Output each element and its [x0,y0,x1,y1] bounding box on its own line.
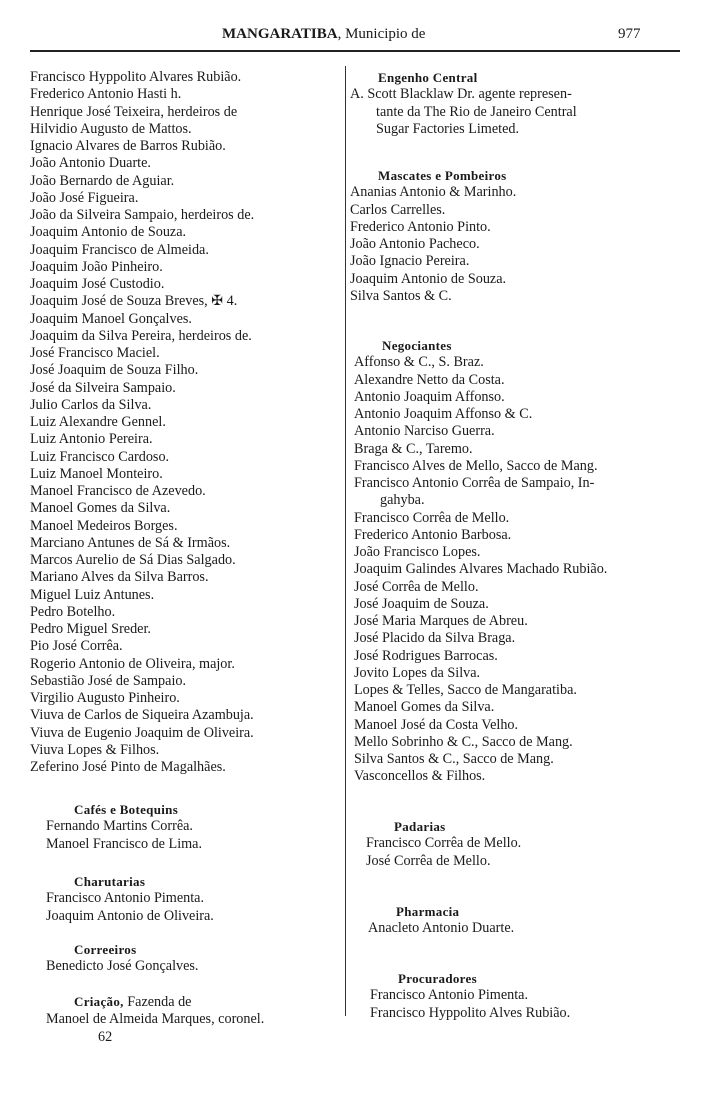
list-item: Francisco Antonio Pimenta. [46,890,205,907]
list-item: José Francisco Maciel. [30,345,160,361]
section-padarias [366,818,521,870]
list-item: João da Silveira Sampaio, herdeiros de. [30,207,255,223]
list-item: Joaquim Francisco de Almeida. [30,241,209,258]
list-item: Joaquim José Custodio. [30,276,165,292]
list-item: Rogerio Antonio de Oliveira, major. [30,655,235,672]
list-item: Ignacio Alvares de Barros Rubião. [30,138,226,154]
list-item: Manoel de Almeida Marques, coronel. [46,1011,265,1028]
page-header [222,26,425,43]
list-item: Francisco Hyppolito Alves Rubião. [370,1004,571,1021]
list-item: Silva Santos & C., Sacco de Mang. [354,751,554,767]
section-charutarias [46,873,214,925]
list-item: Marcos Aurelio de Sá Dias Salgado. [30,552,236,568]
list-item: Frederico Antonio Hasti h. [30,86,182,103]
list-item: Viuva Lopes & Filhos. [30,741,160,758]
section-heading: Padarias [394,819,446,834]
list-item: Francisco Antonio Pimenta. [370,987,529,1004]
section-heading: Charutarias [74,874,146,889]
list-item: José da Silveira Sampaio. [30,379,176,396]
list-item: Joaquim José de Souza Breves, ✠ 4. [30,293,238,310]
list-item: Carlos Carrelles. [350,201,446,218]
list-item: Joaquim João Pinheiro. [30,258,163,275]
list-item: gahyba. [380,492,425,509]
list-item: José Corrêa de Mello. [366,852,491,869]
list-item: Manoel Francisco de Lima. [46,835,203,852]
header-rule [30,50,680,52]
list-item: João Antonio Pacheco. [350,236,480,252]
list-item: Joaquim Galindes Alvares Machado Rubião. [354,561,608,578]
list-item: Ananias Antonio & Marinho. [350,184,517,201]
list-item: Zeferino José Pinto de Magalhães. [30,759,226,775]
list-item: Joaquim Antonio de Oliveira. [46,907,214,924]
list-item: Manoel José da Costa Velho. [354,716,519,733]
footer-number: 62 [98,1028,113,1045]
section-negociantes [354,337,607,786]
list-item: Alexandre Netto da Costa. [354,371,505,388]
list-item: Viuva de Eugenio Joaquim de Oliveira. [30,724,254,741]
section-heading: Mascates e Pombeiros [378,168,507,183]
list-item: Luiz Manoel Monteiro. [30,465,163,482]
section-correeiros [46,941,198,976]
section-procuradores [370,970,570,1022]
list-item: Francisco Hyppolito Alvares Rubião. [30,69,242,85]
header-title: MANGARATIBA [222,26,338,42]
list-item: Sugar Factories Limeted. [376,120,520,137]
list-item: Joaquim Antonio de Souza. [30,224,187,241]
list-item: Francisco Alves de Mello, Sacco de Mang. [354,457,598,474]
list-item: Hilvidio Augusto de Mattos. [30,120,192,137]
list-item: João Antonio Duarte. [30,155,151,172]
list-item: Luiz Alexandre Gennel. [30,414,166,430]
list-item: Mariano Alves da Silva Barros. [30,569,209,586]
section-heading: Correeiros [74,942,137,957]
list-item: Affonso & C., S. Braz. [354,354,484,371]
list-item: Francisco Corrêa de Mello. [366,835,522,852]
list-item: Mello Sobrinho & C., Sacco de Mang. [354,733,573,750]
list-item: José Joaquim de Souza Filho. [30,362,199,379]
list-item: Francisco Antonio Corrêa de Sampaio, In- [354,475,595,491]
list-item: Jovito Lopes da Silva. [354,664,481,681]
list-item: Braga & C., Taremo. [354,440,473,457]
header-subtitle: , Municipio de [337,26,426,42]
list-item: Pio José Corrêa. [30,638,123,655]
list-item: João José Figueira. [30,189,139,206]
list-item: José Joaquim de Souza. [354,595,489,612]
list-item: Frederico Antonio Pinto. [350,218,491,235]
list-item: Manoel Gomes da Silva. [354,699,495,716]
list-item: Silva Santos & C. [350,287,452,304]
section-heading: Criação, Fazenda de [74,994,192,1010]
list-item: Henrique José Teixeira, herdeiros de [30,103,238,120]
section-criacao [46,993,264,1046]
list-item: A. Scott Blacklaw Dr. agente represen- [350,86,572,103]
section-heading: Negociantes [382,338,452,353]
list-item: José Corrêa de Mello. [354,578,479,595]
list-item: Antonio Narciso Guerra. [354,423,495,440]
section-cafes [46,801,202,853]
list-item: Luiz Antonio Pereira. [30,431,153,448]
list-item: Manoel Francisco de Azevedo. [30,483,206,499]
list-item: Benedicto José Gonçalves. [46,958,199,975]
list-item: Viuva de Carlos de Siqueira Azambuja. [30,707,254,724]
list-item: Anacleto Antonio Duarte. [368,920,515,937]
section-heading: Cafés e Botequins [74,802,179,817]
list-item: Francisco Corrêa de Mello. [354,509,510,526]
list-item: José Rodrigues Barrocas. [354,647,498,664]
section-pharmacia [368,903,514,938]
list-item: Pedro Botelho. [30,603,116,620]
list-item: tante da The Rio de Janeiro Central [376,103,577,120]
column-divider [345,66,346,1016]
list-item: Joaquim da Silva Pereira, herdeiros de. [30,327,252,344]
section-heading: Procuradores [398,971,477,986]
list-item: Fernando Martins Corrêa. [46,818,193,835]
list-item: Joaquim Manoel Gonçalves. [30,310,192,327]
list-item: Manoel Gomes da Silva. [30,500,171,517]
list-item: Luiz Francisco Cardoso. [30,448,170,465]
list-item: Marciano Antunes de Sá & Irmãos. [30,534,231,551]
section-heading: Pharmacia [396,904,460,919]
list-item: Julio Carlos da Silva. [30,396,152,413]
list-item: Pedro Miguel Sreder. [30,621,151,637]
list-item: Antonio Joaquim Affonso. [354,388,505,405]
list-item: João Ignacio Pereira. [350,253,470,270]
list-item: Antonio Joaquim Affonso & C. [354,406,533,422]
list-item: Joaquim Antonio de Souza. [350,270,507,287]
list-item: João Bernardo de Aguiar. [30,172,175,189]
section-heading: Engenho Central [378,70,478,85]
list-item: Virgilio Augusto Pinheiro. [30,690,180,706]
list-item: Vasconcellos & Filhos. [354,768,486,785]
list-item: Miguel Luiz Antunes. [30,586,155,603]
list-item: José Placido da Silva Braga. [354,630,516,647]
list-item: Lopes & Telles, Sacco de Mangaratiba. [354,682,577,698]
list-item: José Maria Marques de Abreu. [354,613,528,629]
section-mascates [350,167,516,305]
list-item: Manoel Medeiros Borges. [30,517,178,534]
left-name-list [30,69,254,776]
page-number: 977 [618,26,641,42]
section-engenho [350,69,577,138]
list-item: João Francisco Lopes. [354,544,481,560]
list-item: Frederico Antonio Barbosa. [354,526,512,543]
list-item: Sebastião José de Sampaio. [30,672,187,689]
